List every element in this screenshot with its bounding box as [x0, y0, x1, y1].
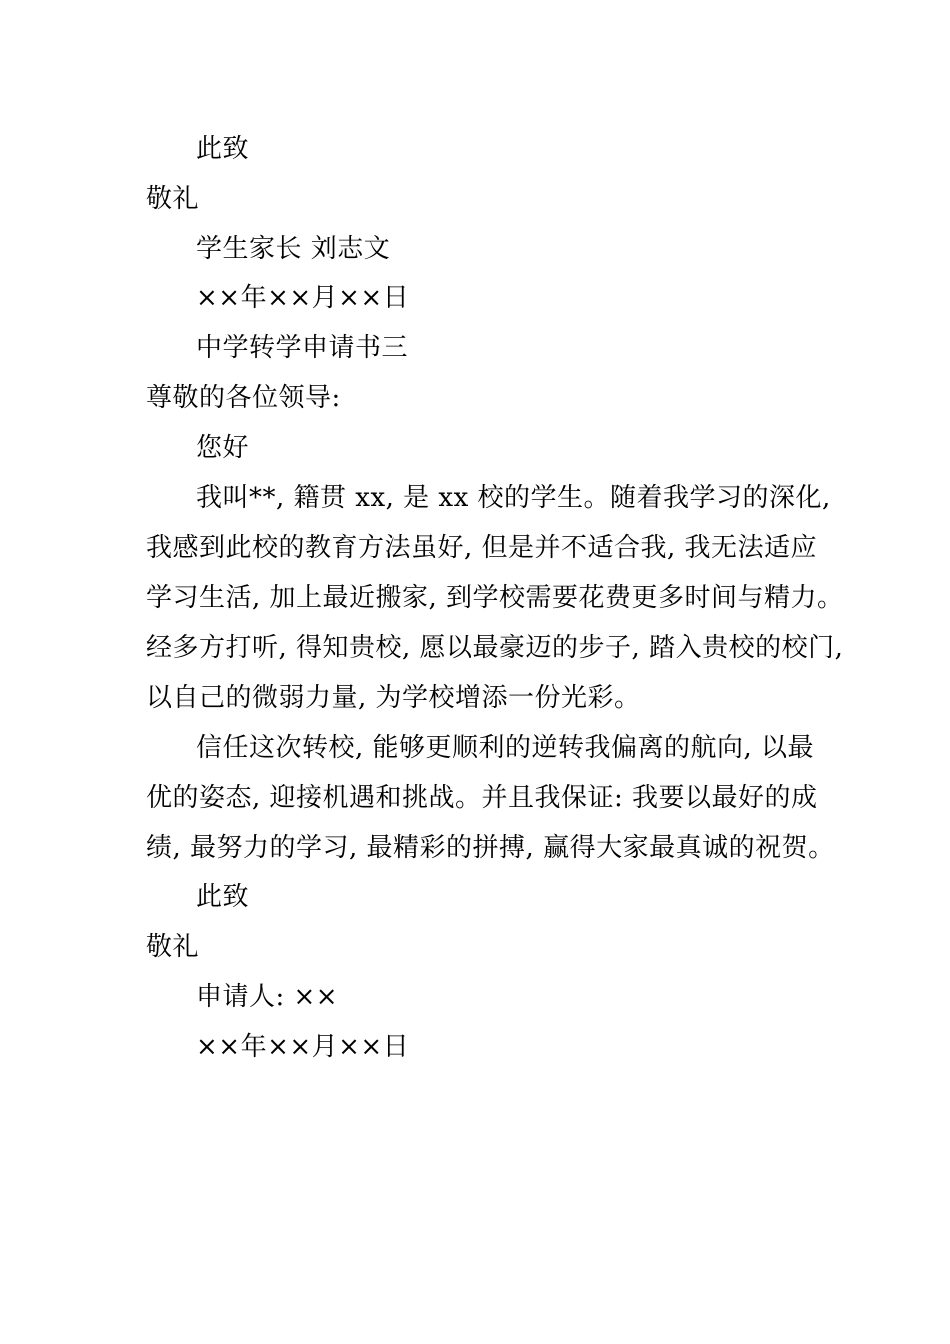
paragraph-line: 我叫**, 籍贯 xx, 是 xx 校的学生。随着我学习的深化, [196, 483, 831, 513]
paragraph-line: 以自己的微弱力量, 为学校增添一份光彩。 [146, 683, 641, 713]
greeting-recipient: 尊敬的各位领导: [146, 383, 341, 413]
paragraph-line: 经多方打听, 得知贵校, 愿以最豪迈的步子, 踏入贵校的校门, [146, 633, 844, 663]
date: ××年××月××日 [196, 283, 410, 313]
closing-phrase: 此致 [196, 882, 250, 912]
greeting: 您好 [196, 433, 250, 463]
section-title: 中学转学申请书三 [196, 333, 409, 363]
paragraph-line: 我感到此校的教育方法虽好, 但是并不适合我, 我无法适应 [146, 533, 818, 563]
applicant: 申请人: ×× [196, 982, 339, 1012]
paragraph-line: 学习生活, 加上最近搬家, 到学校需要花费更多时间与精力。 [146, 583, 844, 613]
paragraph-line: 优的姿态, 迎接机遇和挑战。并且我保证: 我要以最好的成 [146, 783, 818, 813]
paragraph-line: 绩, 最努力的学习, 最精彩的拼搏, 赢得大家最真诚的祝贺。 [146, 833, 835, 863]
paragraph-line: 信任这次转校, 能够更顺利的逆转我偏离的航向, 以最 [196, 733, 815, 763]
signature: 学生家长 刘志文 [196, 234, 391, 264]
salutation: 敬礼 [146, 932, 200, 962]
date: ××年××月××日 [196, 1032, 410, 1062]
salutation: 敬礼 [146, 184, 200, 214]
closing-phrase: 此致 [196, 134, 250, 164]
